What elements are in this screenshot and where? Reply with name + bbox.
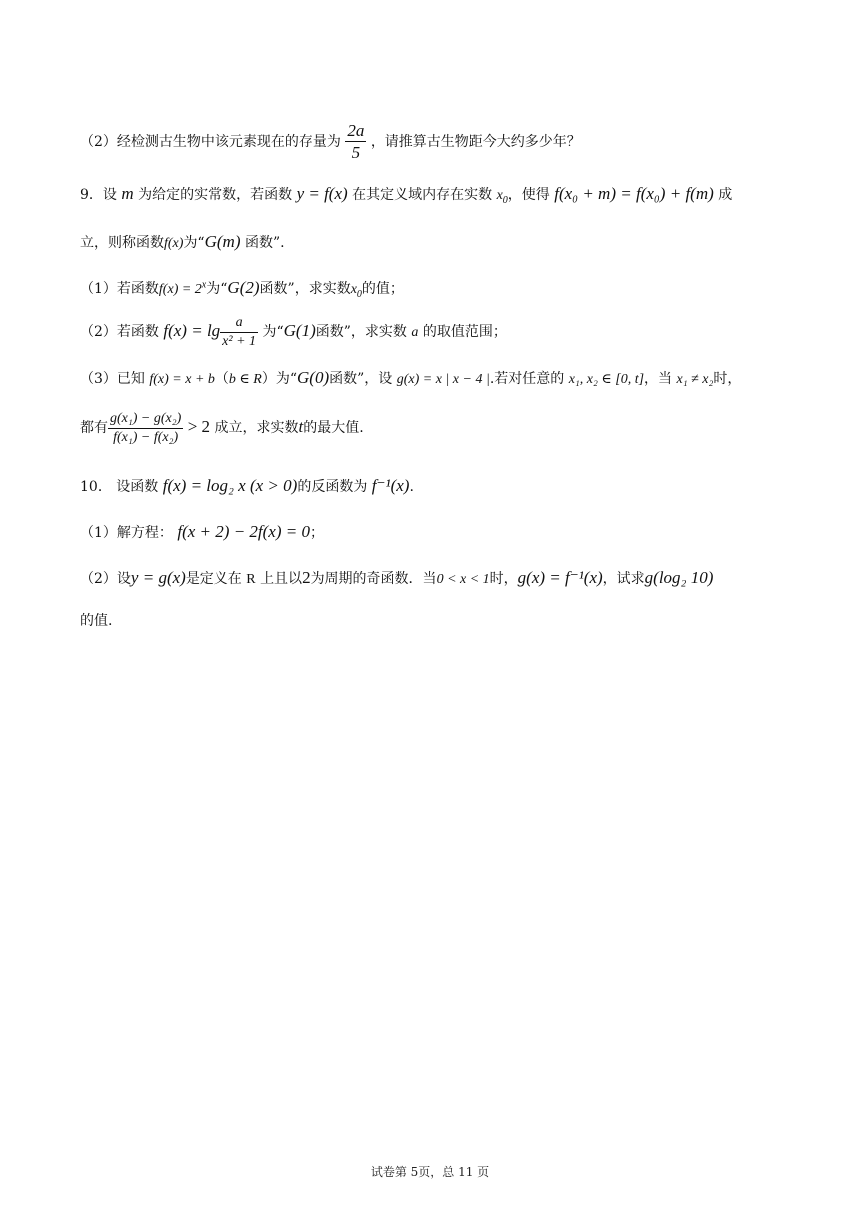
q9-p4-text: 都有 (80, 420, 108, 436)
q9-intro-line2 (80, 232, 285, 252)
q8-fraction (345, 120, 366, 164)
q9-p2-text: （2）若函数 (80, 324, 159, 340)
q8-part2-text-b: ，请推算古生物距今大约多少年？ (370, 133, 581, 150)
q9-p1-func-base: f(x) = 2 (158, 282, 202, 297)
q10-p2-text: （2）设 (80, 571, 131, 587)
q9-text: 函数”. (244, 235, 285, 251)
q9-text: 为给定的实常数，若函数 (138, 187, 293, 203)
q9-p1-text: （1）若函数 (80, 281, 159, 297)
q9-p3-neq: x₁ ≠ x₂ (676, 372, 714, 387)
q10-func: f(x) = log₂ x (x > 0) (162, 476, 298, 495)
q9-p3-text: 时， (713, 371, 742, 387)
q9-Gm: G(m) (204, 232, 241, 251)
q9-number: 9． (80, 187, 103, 203)
q9-p3-text: ，当 (644, 371, 673, 387)
q10-number: 10． (80, 479, 112, 495)
q9-text: 在其定义域内存在实数 (352, 187, 493, 203)
q9-part1 (80, 278, 404, 300)
q10-text: . (409, 479, 414, 495)
q9-p1-func: $f(x) = 2^x$ (158, 279, 207, 297)
page-footer: 试卷第 5页，总 11 页 (370, 1165, 490, 1179)
q9-p3-text: .若对任意的 (489, 371, 565, 387)
q9-p3-G0: G(0) (297, 368, 330, 387)
q9-p3-func: f(x) = x + b (149, 372, 215, 387)
q10-p1-equation: f(x + 2) − 2f(x) = 0 (177, 522, 310, 541)
q9-p4-t: t (298, 417, 304, 436)
q10-p2-glog: g(log₂ 10) (644, 568, 714, 587)
q9-intro-line1 (80, 184, 732, 206)
q9-p2-text: 为“ (262, 324, 284, 340)
q9-p1-x0-var: x (350, 282, 357, 297)
q9-p2-text: 函数”，求实数 (315, 324, 407, 340)
q9-p2-frac-den: x² + 1 (222, 333, 257, 349)
q10-p1-text: （1）解方程： (80, 525, 173, 541)
q9-p4-gt: > 2 (187, 417, 211, 436)
q10-p2-text: 时， (489, 571, 518, 587)
q10-p2-text: 为周期的奇函数．当 (310, 571, 437, 587)
q9-part2 (80, 314, 507, 350)
q10-p2-range: 0 < x < 1 (436, 572, 490, 587)
q9-part3 (80, 368, 741, 388)
q9-p3-text: （3）已知 (80, 371, 145, 387)
q9-fx: f(x) (164, 236, 184, 251)
q9-p1-x0: $x_0$ (350, 282, 362, 300)
q10-part2-cont (80, 610, 112, 630)
q9-p3-text: （ (214, 371, 229, 387)
q9-x0: $x_0$ (496, 188, 508, 206)
q8-part2-text-a: （2）经检测古生物中该元素现在的存量为 (80, 133, 341, 150)
q8-part2 (80, 120, 581, 164)
q10-text: 设函数 (116, 479, 159, 495)
q9-p4-fraction (108, 410, 183, 446)
q9-p2-G1: G(1) (283, 321, 316, 340)
q10-p2-text: ，试求 (602, 571, 645, 587)
q10-text: 的反函数为 (297, 479, 368, 495)
q9-x0-var: x (496, 188, 503, 203)
q9-p3-gfunc: g(x) = x | x − 4 | (396, 372, 490, 387)
q9-p2-a-var: a (411, 325, 419, 340)
q10-p2-text: 上且以 (260, 571, 303, 587)
q10-part2 (80, 568, 713, 588)
q10-p1-text: ； (309, 525, 324, 541)
q10-p2-text: 是定义在 (185, 571, 242, 587)
q9-p2-frac-num: a (220, 314, 258, 333)
q9-p1-text: 为“ (206, 281, 228, 297)
q10-p2-two: 2 (302, 568, 311, 587)
q9-text: 成 (718, 187, 733, 203)
q9-m-var: m (121, 184, 134, 203)
q10-p2-R: R (246, 572, 256, 587)
q10-p2-y: y = g(x) (130, 568, 186, 587)
q9-p3-text: 函数”，设 (329, 371, 393, 387)
q9-p2-fraction (220, 314, 258, 350)
q8-frac-num: 2a (345, 120, 366, 142)
q9-p4-text: 成立，求实数 (214, 420, 299, 436)
q9-p1-text: 的值； (361, 281, 404, 297)
q10-part1 (80, 522, 324, 542)
q9-part3-cont (80, 410, 364, 446)
q10-intro (80, 476, 414, 496)
q9-p2-func: f(x) = lg (163, 321, 221, 340)
q9-p1-G2: G(2) (227, 278, 260, 297)
q8-frac-den: 5 (351, 143, 361, 163)
q9-p3-interval: x₁, x₂ ∈ [0, t] (568, 372, 645, 387)
q9-text: ，使得 (507, 187, 550, 203)
q9-p2-text: 的取值范围； (422, 324, 507, 340)
q9-text: 为“ (183, 235, 205, 251)
q9-p4-frac-den: f(x₁) − f(x₂) (113, 429, 179, 445)
q10-p2-text: 的值. (80, 613, 113, 629)
q9-text: 立，则称函数 (80, 235, 164, 251)
q9-p1-text: 函数”，求实数 (259, 281, 351, 297)
q9-p3-text: ）为“ (261, 371, 298, 387)
q10-p2-gx: g(x) = f⁻¹(x) (517, 568, 603, 587)
q9-func-eq: y = f(x) (296, 184, 348, 203)
q9-p4-text: 的最大值. (303, 420, 364, 436)
q9-text: 设 (102, 187, 117, 203)
q9-p3-cond: b ∈ R (228, 372, 262, 387)
q9-p4-frac-num: g(x₁) − g(x₂) (108, 410, 183, 429)
q10-inverse: f⁻¹(x) (371, 476, 410, 495)
q9-equation: f(x₀ + m) = f(x₀) + f(m) (554, 184, 714, 203)
